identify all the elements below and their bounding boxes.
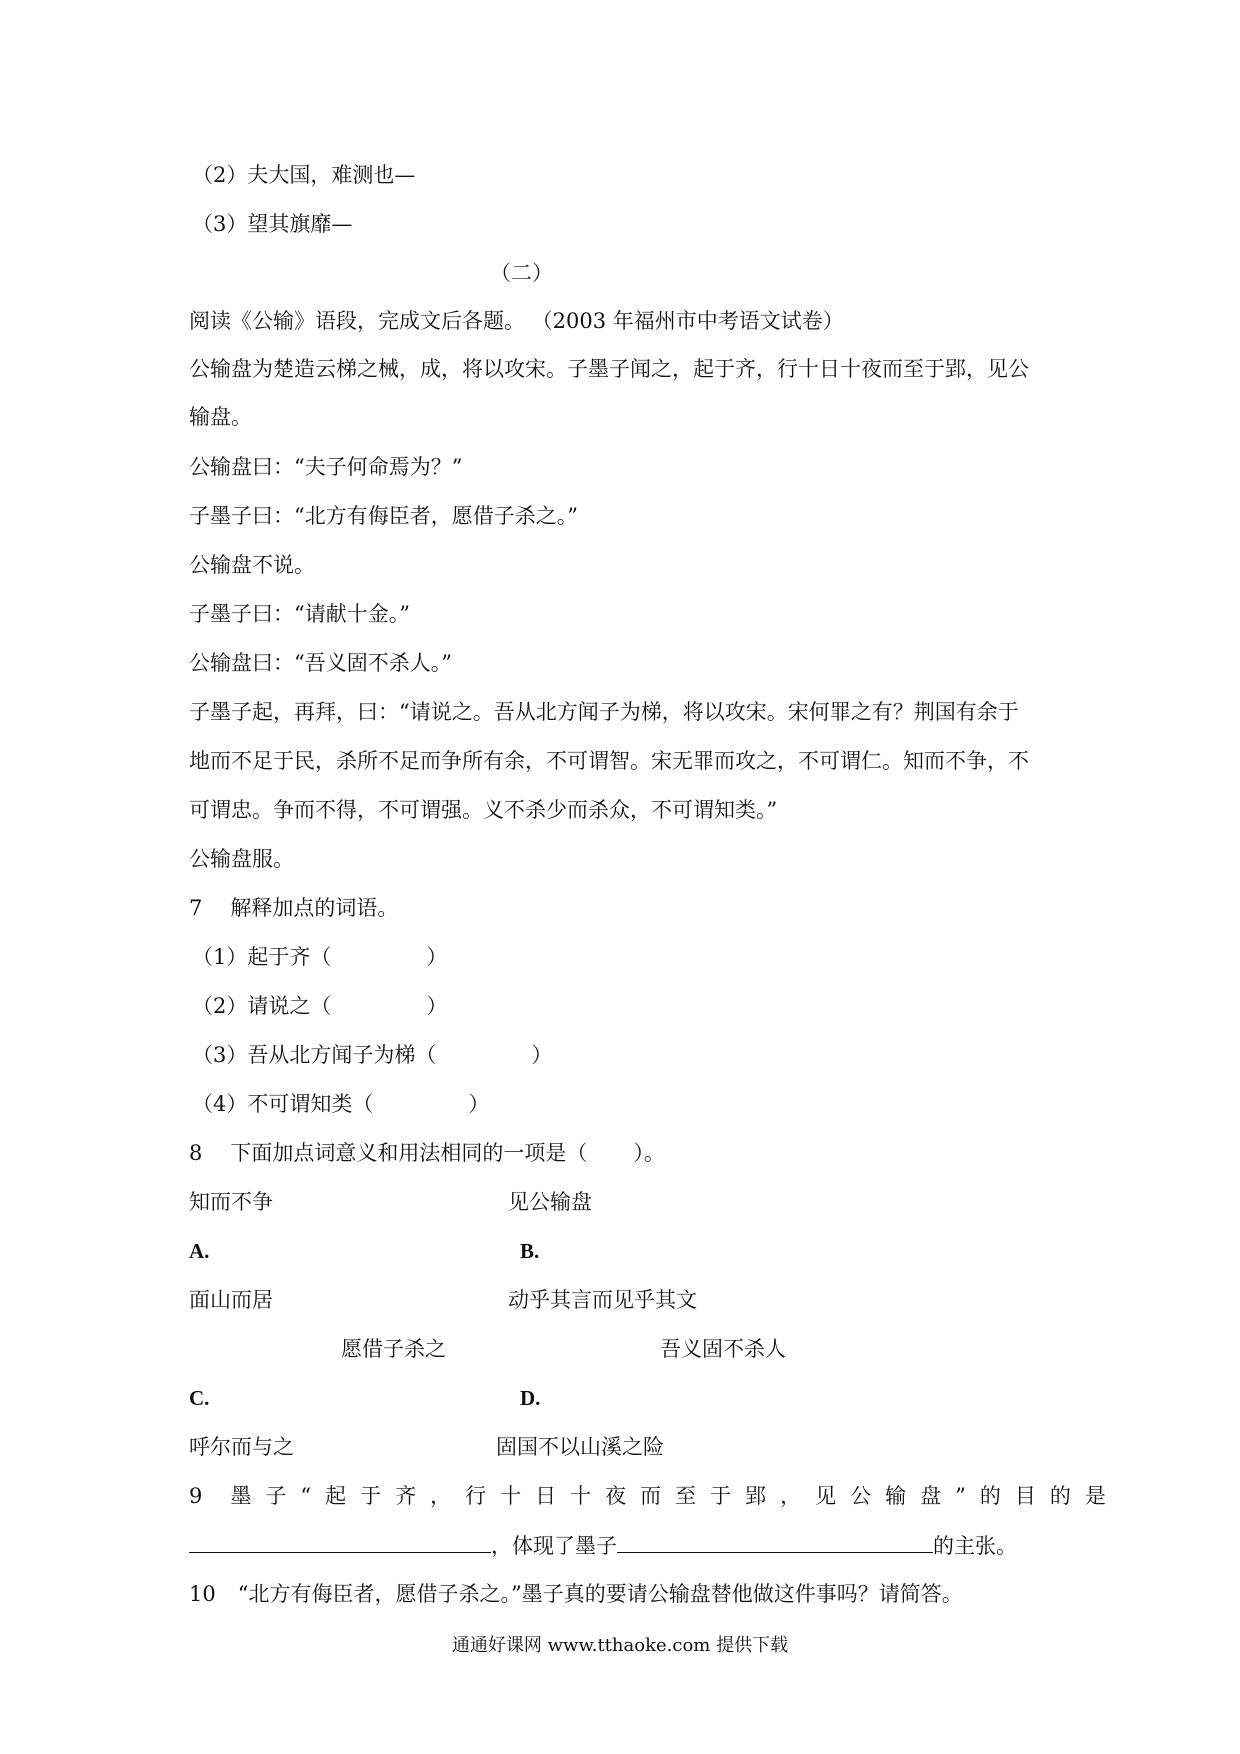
option-a-compare: 面山而居 <box>189 1288 273 1312</box>
passage-line: 公输盘服。 <box>189 847 294 871</box>
question-prompt: 下面加点词意义和用法相同的一项是（ <box>230 1141 588 1165</box>
option-b-compare: 动乎其言而见乎其文 <box>508 1288 697 1312</box>
q7-item-3 <box>192 1042 552 1068</box>
question-prompt: 墨子“起于齐，行十日十夜而至于郢，见公输盘”的目的是 <box>230 1484 1120 1508</box>
section-heading: （二） <box>490 261 553 285</box>
q7-item-4 <box>192 1091 489 1117</box>
option-b-word: 见公输盘 <box>508 1190 592 1214</box>
question-number: 7 <box>189 896 203 920</box>
q9-end-text: 的主张。 <box>933 1534 1017 1558</box>
q7-item-text: （1）起于齐（ <box>192 945 332 969</box>
question-number: 9 <box>189 1484 203 1508</box>
q7-item-1 <box>192 944 447 970</box>
question-10 <box>189 1581 963 1607</box>
section-intro: 阅读《公输》语段，完成文后各题。 （2003 年福州市中考语文试卷） <box>189 309 844 333</box>
q7-item-2 <box>192 993 447 1019</box>
question-prompt: “北方有侮臣者，愿借子杀之。”墨子真的要请公输盘替他做这件事吗？请简答。 <box>237 1582 963 1606</box>
passage-line: 公输盘不说。 <box>189 553 315 577</box>
answer-blank[interactable] <box>189 1532 491 1553</box>
question-number: 8 <box>189 1141 203 1165</box>
page-footer: 通通好课网 www.tthaoke.com 提供下载 <box>451 1635 789 1656</box>
q7-item-text: （3）吾从北方闻子为梯（ <box>192 1043 437 1067</box>
option-d-word: 吾义固不杀人 <box>660 1337 786 1361</box>
passage-line: 子墨子曰：“北方有侮臣者，愿借子杀之。” <box>189 504 578 528</box>
passage-line: 子墨子曰：“请献十金。” <box>189 602 410 626</box>
option-a-label[interactable]: A. <box>189 1239 210 1263</box>
q7-item-text: （4）不可谓知类（ <box>192 1092 374 1116</box>
passage-line: 可谓忠。争而不得，不可谓强。义不杀少而杀众，不可谓知类。” <box>189 798 778 822</box>
q7-item-close: ） <box>468 1092 490 1116</box>
question-prompt: 解释加点的词语。 <box>230 896 399 920</box>
item-2: （2）夫大国，难测也— <box>192 163 416 187</box>
option-a-word: 知而不争 <box>189 1190 273 1214</box>
question-7 <box>189 895 398 921</box>
passage-line: 地而不足于民，杀所不足而争所有余，不可谓智。宋无罪而攻之，不可谓仁。知而不争，不 <box>189 749 1029 773</box>
q7-item-close: ） <box>426 945 448 969</box>
answer-blank[interactable] <box>617 1532 933 1553</box>
option-d-compare: 固国不以山溪之险 <box>496 1435 664 1459</box>
passage-line: 公输盘为楚造云梯之械，成，将以攻宋。子墨子闻之，起于齐，行十日十夜而至于郢，见公 <box>189 357 1029 381</box>
question-9 <box>189 1483 1120 1509</box>
passage-line: 公输盘曰：“吾义固不杀人。” <box>189 651 452 675</box>
q7-item-close: ） <box>531 1043 553 1067</box>
option-c-word: 愿借子杀之 <box>341 1337 446 1361</box>
q9-mid-text: ，体现了墨子 <box>491 1534 617 1558</box>
item-3: （3）望其旗靡— <box>192 212 353 236</box>
q7-item-close: ） <box>426 994 448 1018</box>
passage-line: 公输盘曰：“夫子何命焉为？” <box>189 455 463 479</box>
passage-line: 输盘。 <box>189 405 252 429</box>
option-c-compare: 呼尔而与之 <box>189 1435 294 1459</box>
passage-line: 子墨子起，再拜，曰：“请说之。吾从北方闻子为梯，将以攻宋。宋何罪之有？荆国有余于 <box>189 700 1019 724</box>
option-d-label[interactable]: D. <box>520 1386 541 1410</box>
question-number: 10 <box>189 1582 216 1606</box>
q9-answer-line <box>189 1532 1017 1559</box>
q7-item-text: （2）请说之（ <box>192 994 332 1018</box>
question-prompt-close: ）。 <box>633 1141 665 1165</box>
question-8 <box>189 1140 665 1166</box>
option-c-label[interactable]: C. <box>189 1386 210 1410</box>
option-b-label[interactable]: B. <box>520 1239 540 1263</box>
